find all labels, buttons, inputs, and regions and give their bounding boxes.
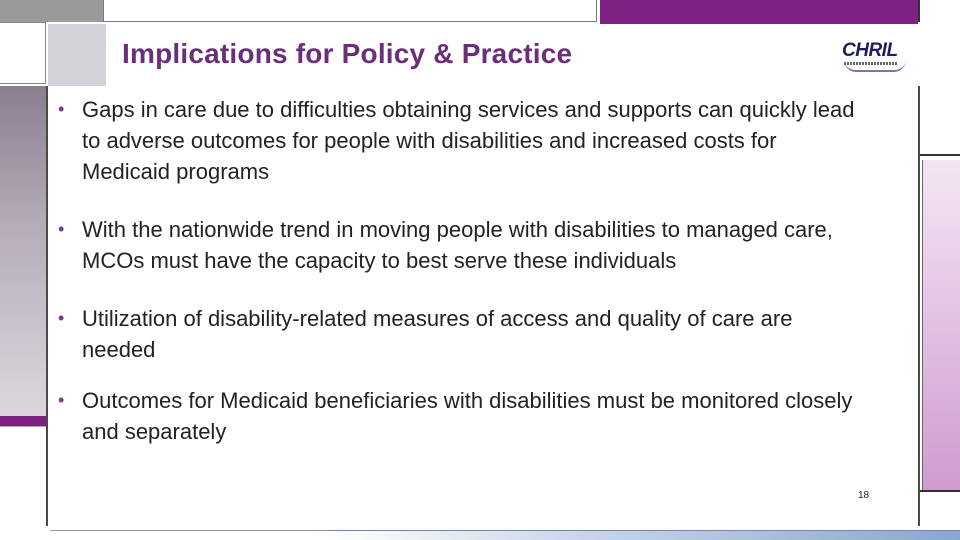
left-white-block — [0, 22, 46, 84]
top-white-block — [103, 0, 597, 22]
chril-logo — [842, 40, 912, 72]
bottom-left-stripe — [50, 530, 328, 540]
top-right-block — [918, 0, 960, 22]
page-number: 18 — [858, 490, 870, 501]
logo-text: CHRIL — [842, 40, 898, 61]
left-lower-block — [0, 426, 46, 540]
top-left-gray-block — [0, 0, 103, 22]
bullet-list — [58, 94, 858, 447]
logo-swoosh-icon — [844, 60, 906, 72]
left-lavender-block — [48, 24, 106, 86]
left-gradient-bar — [0, 86, 46, 416]
right-divider-top — [918, 154, 960, 156]
bullet-item: • Utilization of disability-related measures of access and quality of care are needed — [58, 303, 858, 365]
bullet-item: • Gaps in care due to difficulties obtaining services and supports can quickly lead to adverse outcomes for people with disabilities and increased costs for Medicaid programs — [58, 94, 858, 187]
left-purple-stripe — [0, 416, 46, 426]
right-gradient-bar — [922, 160, 960, 490]
right-white-block — [922, 24, 960, 154]
bullet-item: • Outcomes for Medicaid beneficiaries with disabilities must be monitored closely and separately — [58, 385, 858, 447]
right-divider-bottom — [918, 490, 960, 492]
slide-title: Implications for Policy & Practice — [122, 38, 573, 69]
bottom-blue-stripe — [328, 530, 960, 540]
top-purple-bar — [600, 0, 918, 24]
bullet-item: • With the nationwide trend in moving people with disabilities to managed care, MCOs must have the capacity to best serve these individuals — [58, 214, 858, 276]
